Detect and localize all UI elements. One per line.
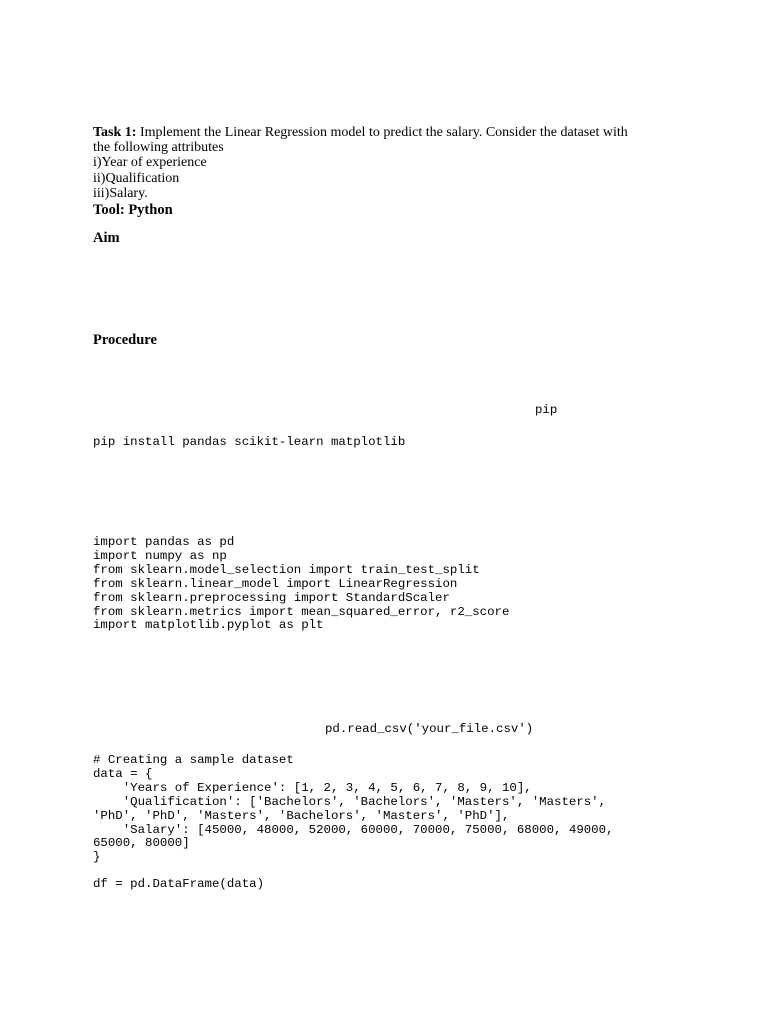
attribute-item: ii)Qualification bbox=[93, 171, 180, 186]
task-description: Implement the Linear Regression model to predict the salary. Consider the dataset with bbox=[136, 125, 628, 140]
aim-heading: Aim bbox=[93, 230, 120, 246]
read-csv-fragment: pd.read_csv('your_file.csv') bbox=[325, 722, 534, 736]
task-line bbox=[93, 125, 628, 140]
imports-code-block: import pandas as pd import numpy as np from sklearn.model_selection import train_test_split from sklearn.linear_model import LinearRegression from sklearn.preprocessing import StandardScaler from sklearn.metrics import mean_squared_error, r2_score import matplotlib.pyplot as plt bbox=[93, 535, 510, 633]
task-line-2: the following attributes bbox=[93, 140, 224, 155]
task-label: Task 1: bbox=[93, 125, 137, 140]
attribute-item: iii)Salary. bbox=[93, 186, 148, 201]
dataset-code-block: # Creating a sample dataset data = { 'Years of Experience': [1, 2, 3, 4, 5, 6, 7, 8, 9, 10], 'Qualification': ['Bachelors', 'Bachelors', 'Masters', 'Masters', 'PhD', 'PhD', 'Masters', 'Bachelors', 'Masters', 'PhD'], 'Salary': [45000, 48000, 52000, 60000, 70000, 75000, 68000, 49000, 65000, 80000] } bbox=[93, 753, 614, 865]
procedure-heading: Procedure bbox=[93, 332, 157, 348]
attribute-item: i)Year of experience bbox=[93, 155, 207, 170]
pip-install-command: pip install pandas scikit-learn matplotlib bbox=[93, 435, 406, 449]
pip-fragment: pip bbox=[535, 403, 558, 417]
dataframe-code-line: df = pd.DataFrame(data) bbox=[93, 877, 265, 891]
tool-heading: Tool: Python bbox=[93, 202, 173, 218]
